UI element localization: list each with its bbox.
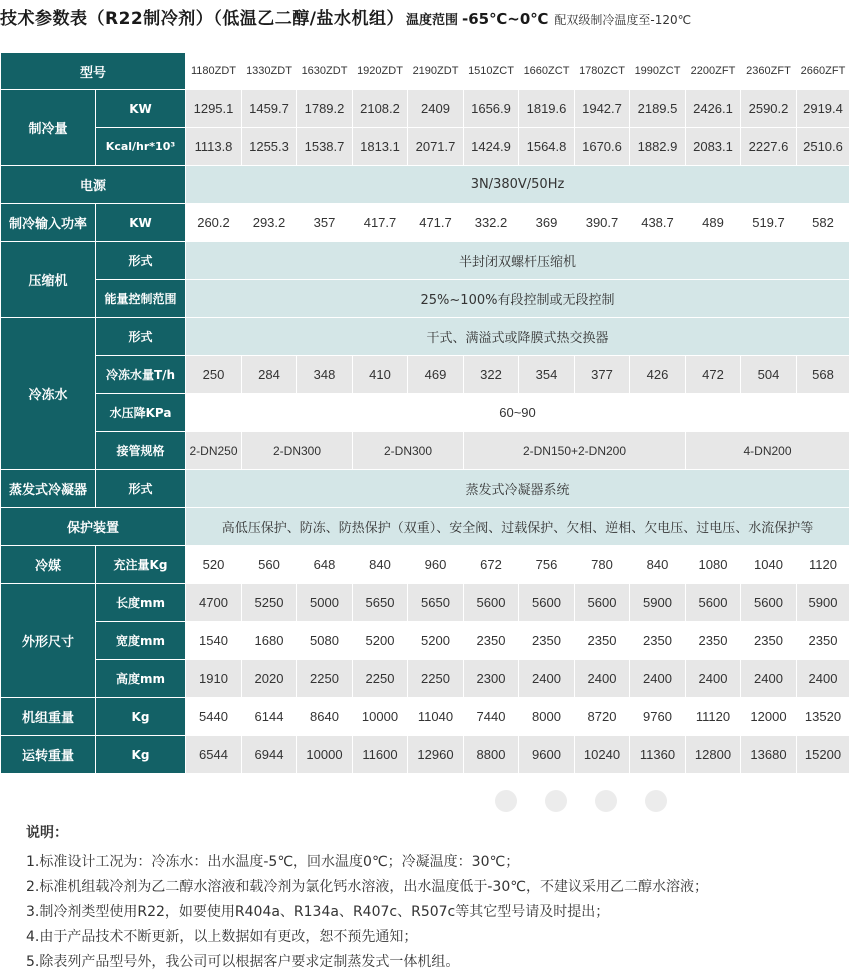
length-cell: 5600 <box>741 584 797 622</box>
model-cell: 1180ZDT <box>186 53 242 90</box>
compressor-type-row <box>1 242 850 280</box>
compressor-type-label: 形式 <box>96 242 186 280</box>
condenser-type-label: 形式 <box>96 470 186 508</box>
width-cell: 1540 <box>186 622 242 660</box>
length-cell: 5250 <box>242 584 297 622</box>
input-power-header: 制冷输入功率 <box>1 204 96 242</box>
model-cell: 1510ZCT <box>464 53 519 90</box>
refrigerant-charge-cell: 560 <box>242 546 297 584</box>
length-row <box>1 584 850 622</box>
cooling-kw-cell: 1819.6 <box>519 90 575 128</box>
cooling-kcal-cell: 2071.7 <box>408 128 464 166</box>
chilled-water-flow-label: 冷冻水量T/h <box>96 356 186 394</box>
height-cell: 2250 <box>353 660 408 698</box>
length-cell: 5600 <box>464 584 519 622</box>
cooling-kcal-cell: 1538.7 <box>297 128 353 166</box>
note-item: 2.标准机组载冷剂为乙二醇水溶液和载冷剂为氯化钙水溶液，出水温度低于-30℃，不建议采用乙二醇水溶液； <box>26 879 708 895</box>
width-cell: 2350 <box>686 622 741 660</box>
chilled-water-header: 冷冻水 <box>1 318 96 470</box>
pipe-spec-row <box>1 432 850 470</box>
input-power-cell: 369 <box>519 204 575 242</box>
operating-weight-cell: 10000 <box>297 736 353 774</box>
cooling-kcal-cell: 2083.1 <box>686 128 741 166</box>
operating-weight-cell: 10240 <box>575 736 630 774</box>
width-cell: 2350 <box>797 622 850 660</box>
width-label: 宽度mm <box>96 622 186 660</box>
chilled-water-flow-row <box>1 356 850 394</box>
cooling-kw-cell: 1942.7 <box>575 90 630 128</box>
cooling-kcal-cell: 1813.1 <box>353 128 408 166</box>
notes-heading: 说明： <box>26 825 68 841</box>
cooling-kcal-cell: 1255.3 <box>242 128 297 166</box>
capacity-control-value: 25%~100%有段控制或无段控制 <box>186 280 850 318</box>
cooling-kcal-cell: 2227.6 <box>741 128 797 166</box>
input-power-cell: 260.2 <box>186 204 242 242</box>
operating-weight-cell: 8800 <box>464 736 519 774</box>
width-cell: 2350 <box>630 622 686 660</box>
chilled-water-type-row <box>1 318 850 356</box>
cooling-kcal-cell: 1564.8 <box>519 128 575 166</box>
model-cell: 2190ZDT <box>408 53 464 90</box>
height-cell: 2020 <box>242 660 297 698</box>
height-cell: 2400 <box>519 660 575 698</box>
model-cell: 1780ZCT <box>575 53 630 90</box>
chilled-water-flow-cell: 348 <box>297 356 353 394</box>
length-cell: 5600 <box>519 584 575 622</box>
refrigerant-charge-cell: 672 <box>464 546 519 584</box>
chilled-water-flow-cell: 472 <box>686 356 741 394</box>
note-item: 4.由于产品技术不断更新，以上数据如有更改，恕不预先通知； <box>26 929 418 945</box>
water-pressure-drop-row <box>1 394 850 432</box>
unit-weight-row <box>1 698 850 736</box>
model-cell: 1990ZCT <box>630 53 686 90</box>
operating-weight-header: 运转重量 <box>1 736 96 774</box>
model-cell: 2660ZFT <box>797 53 850 90</box>
pipe-spec-cell: 2-DN150+2-DN200 <box>464 432 686 470</box>
cooling-kcal-cell: 1670.6 <box>575 128 630 166</box>
operating-weight-cell: 9600 <box>519 736 575 774</box>
unit-weight-cell: 8640 <box>297 698 353 736</box>
cooling-kw-cell: 1295.1 <box>186 90 242 128</box>
chilled-water-flow-cell: 322 <box>464 356 519 394</box>
cooling-kw-label: KW <box>96 90 186 128</box>
input-power-cell: 332.2 <box>464 204 519 242</box>
operating-weight-cell: 6544 <box>186 736 242 774</box>
input-power-cell: 471.7 <box>408 204 464 242</box>
length-cell: 5600 <box>575 584 630 622</box>
length-cell: 5900 <box>797 584 850 622</box>
chilled-water-flow-cell: 410 <box>353 356 408 394</box>
height-cell: 2400 <box>797 660 850 698</box>
pipe-spec-cell: 4-DN200 <box>686 432 850 470</box>
temperature-range-label: 温度范围 <box>405 13 458 28</box>
note-item: 3.制冷剂类型使用R22，如要使用R404a、R134a、R407c、R507c等其它型号请及时提出； <box>26 904 610 920</box>
protection-row <box>1 508 850 546</box>
input-power-cell: 519.7 <box>741 204 797 242</box>
height-cell: 2400 <box>686 660 741 698</box>
height-row <box>1 660 850 698</box>
chilled-water-type-value: 干式、满溢式或降膜式热交换器 <box>186 318 850 356</box>
input-power-unit: KW <box>96 204 186 242</box>
cooling-kw-cell: 2409 <box>408 90 464 128</box>
refrigerant-charge-cell: 1040 <box>741 546 797 584</box>
water-pressure-drop-value: 60~90 <box>186 394 850 432</box>
chilled-water-flow-cell: 469 <box>408 356 464 394</box>
condenser-row <box>1 470 850 508</box>
cooling-kcal-cell: 2510.6 <box>797 128 850 166</box>
dimensions-header: 外形尺寸 <box>1 584 96 698</box>
height-cell: 2250 <box>408 660 464 698</box>
power-supply-value: 3N/380V/50Hz <box>186 166 850 204</box>
unit-weight-cell: 11120 <box>686 698 741 736</box>
cooling-kw-cell: 2426.1 <box>686 90 741 128</box>
refrigerant-charge-cell: 840 <box>353 546 408 584</box>
notes-section <box>26 822 846 975</box>
condenser-header: 蒸发式冷凝器 <box>1 470 96 508</box>
input-power-cell: 357 <box>297 204 353 242</box>
input-power-cell: 489 <box>686 204 741 242</box>
title-note: 配双级制冷温度至-120℃ <box>554 13 692 27</box>
refrigerant-charge-cell: 960 <box>408 546 464 584</box>
input-power-row <box>1 204 850 242</box>
operating-weight-cell: 11600 <box>353 736 408 774</box>
refrigerant-charge-cell: 1080 <box>686 546 741 584</box>
model-row <box>1 53 850 90</box>
height-cell: 2400 <box>575 660 630 698</box>
chilled-water-type-label: 形式 <box>96 318 186 356</box>
power-supply-row <box>1 166 850 204</box>
cooling-kcal-cell: 1882.9 <box>630 128 686 166</box>
cooling-kw-cell: 2108.2 <box>353 90 408 128</box>
model-cell: 1630ZDT <box>297 53 353 90</box>
length-cell: 5000 <box>297 584 353 622</box>
chilled-water-flow-cell: 568 <box>797 356 850 394</box>
operating-weight-cell: 6944 <box>242 736 297 774</box>
condenser-type-value: 蒸发式冷凝器系统 <box>186 470 850 508</box>
operating-weight-cell: 15200 <box>797 736 850 774</box>
chilled-water-flow-cell: 504 <box>741 356 797 394</box>
height-cell: 1910 <box>186 660 242 698</box>
refrigerant-row <box>1 546 850 584</box>
unit-weight-cell: 9760 <box>630 698 686 736</box>
refrigerant-charge-cell: 840 <box>630 546 686 584</box>
height-cell: 2400 <box>630 660 686 698</box>
compressor-header: 压缩机 <box>1 242 96 318</box>
unit-weight-cell: 7440 <box>464 698 519 736</box>
capacity-control-label: 能量控制范围 <box>96 280 186 318</box>
pipe-spec-cell: 2-DN300 <box>242 432 353 470</box>
refrigerant-charge-cell: 780 <box>575 546 630 584</box>
cooling-kw-row <box>1 90 850 128</box>
note-item: 1.标准设计工况为：冷冻水：出水温度-5℃，回水温度0℃；冷凝温度：30℃； <box>26 854 520 870</box>
operating-weight-row <box>1 736 850 774</box>
input-power-cell: 417.7 <box>353 204 408 242</box>
title-main: 技术参数表（R22制冷剂）（低温乙二醇/盐水机组） <box>0 9 404 29</box>
unit-weight-cell: 12000 <box>741 698 797 736</box>
cooling-kw-cell: 1789.2 <box>297 90 353 128</box>
chilled-water-flow-cell: 284 <box>242 356 297 394</box>
unit-weight-unit: Kg <box>96 698 186 736</box>
height-cell: 2300 <box>464 660 519 698</box>
cooling-kcal-cell: 1424.9 <box>464 128 519 166</box>
capacity-control-row <box>1 280 850 318</box>
length-cell: 5600 <box>686 584 741 622</box>
width-cell: 1680 <box>242 622 297 660</box>
width-cell: 5200 <box>408 622 464 660</box>
chilled-water-flow-cell: 354 <box>519 356 575 394</box>
unit-weight-cell: 10000 <box>353 698 408 736</box>
input-power-cell: 438.7 <box>630 204 686 242</box>
cooling-kw-cell: 2590.2 <box>741 90 797 128</box>
cooling-kw-cell: 2919.4 <box>797 90 850 128</box>
cooling-kw-cell: 1459.7 <box>242 90 297 128</box>
chilled-water-flow-cell: 377 <box>575 356 630 394</box>
unit-weight-cell: 11040 <box>408 698 464 736</box>
unit-weight-header: 机组重量 <box>1 698 96 736</box>
pipe-spec-cell: 2-DN300 <box>353 432 464 470</box>
length-cell: 4700 <box>186 584 242 622</box>
cooling-kcal-cell: 1113.8 <box>186 128 242 166</box>
model-cell: 1920ZDT <box>353 53 408 90</box>
operating-weight-unit: Kg <box>96 736 186 774</box>
spec-table <box>0 52 850 774</box>
width-cell: 2350 <box>741 622 797 660</box>
unit-weight-cell: 13520 <box>797 698 850 736</box>
height-cell: 2250 <box>297 660 353 698</box>
refrigerant-charge-label: 充注量Kg <box>96 546 186 584</box>
length-label: 长度mm <box>96 584 186 622</box>
protection-value: 高低压保护、防冻、防热保护（双重）、安全阀、过载保护、欠相、逆相、欠电压、过电压、水流保护等 <box>186 508 850 546</box>
model-header: 型号 <box>1 53 186 90</box>
chilled-water-flow-cell: 426 <box>630 356 686 394</box>
model-cell: 1330ZDT <box>242 53 297 90</box>
refrigerant-header: 冷媒 <box>1 546 96 584</box>
height-cell: 2400 <box>741 660 797 698</box>
height-label: 高度mm <box>96 660 186 698</box>
unit-weight-cell: 6144 <box>242 698 297 736</box>
width-cell: 5080 <box>297 622 353 660</box>
length-cell: 5900 <box>630 584 686 622</box>
pipe-spec-label: 接管规格 <box>96 432 186 470</box>
cooling-kw-cell: 1656.9 <box>464 90 519 128</box>
unit-weight-cell: 8000 <box>519 698 575 736</box>
cooling-kcal-row <box>1 128 850 166</box>
unit-weight-cell: 5440 <box>186 698 242 736</box>
cooling-kw-cell: 2189.5 <box>630 90 686 128</box>
operating-weight-cell: 12960 <box>408 736 464 774</box>
model-cell: 2360ZFT <box>741 53 797 90</box>
length-cell: 5650 <box>408 584 464 622</box>
refrigerant-charge-cell: 520 <box>186 546 242 584</box>
input-power-cell: 390.7 <box>575 204 630 242</box>
operating-weight-cell: 11360 <box>630 736 686 774</box>
width-cell: 2350 <box>575 622 630 660</box>
operating-weight-cell: 12800 <box>686 736 741 774</box>
width-cell: 5200 <box>353 622 408 660</box>
page-title <box>0 4 850 38</box>
input-power-cell: 293.2 <box>242 204 297 242</box>
compressor-type-value: 半封闭双螺杆压缩机 <box>186 242 850 280</box>
unit-weight-cell: 8720 <box>575 698 630 736</box>
model-cell: 2200ZFT <box>686 53 741 90</box>
cooling-kcal-label: Kcal/hr*10³ <box>96 128 186 166</box>
width-cell: 2350 <box>464 622 519 660</box>
width-cell: 2350 <box>519 622 575 660</box>
refrigerant-charge-cell: 756 <box>519 546 575 584</box>
water-pressure-drop-label: 水压降KPa <box>96 394 186 432</box>
width-row <box>1 622 850 660</box>
pipe-spec-cell: 2-DN250 <box>186 432 242 470</box>
note-item: 5.除表列产品型号外，我公司可以根据客户要求定制蒸发式一体机组。 <box>26 954 460 970</box>
refrigerant-charge-cell: 648 <box>297 546 353 584</box>
refrigerant-charge-cell: 1120 <box>797 546 850 584</box>
protection-header: 保护装置 <box>1 508 186 546</box>
input-power-cell: 582 <box>797 204 850 242</box>
chilled-water-flow-cell: 250 <box>186 356 242 394</box>
cooling-capacity-header: 制冷量 <box>1 90 96 166</box>
power-supply-header: 电源 <box>1 166 186 204</box>
length-cell: 5650 <box>353 584 408 622</box>
operating-weight-cell: 13680 <box>741 736 797 774</box>
model-cell: 1660ZCT <box>519 53 575 90</box>
temperature-range-value: -65℃~0℃ <box>461 10 549 28</box>
